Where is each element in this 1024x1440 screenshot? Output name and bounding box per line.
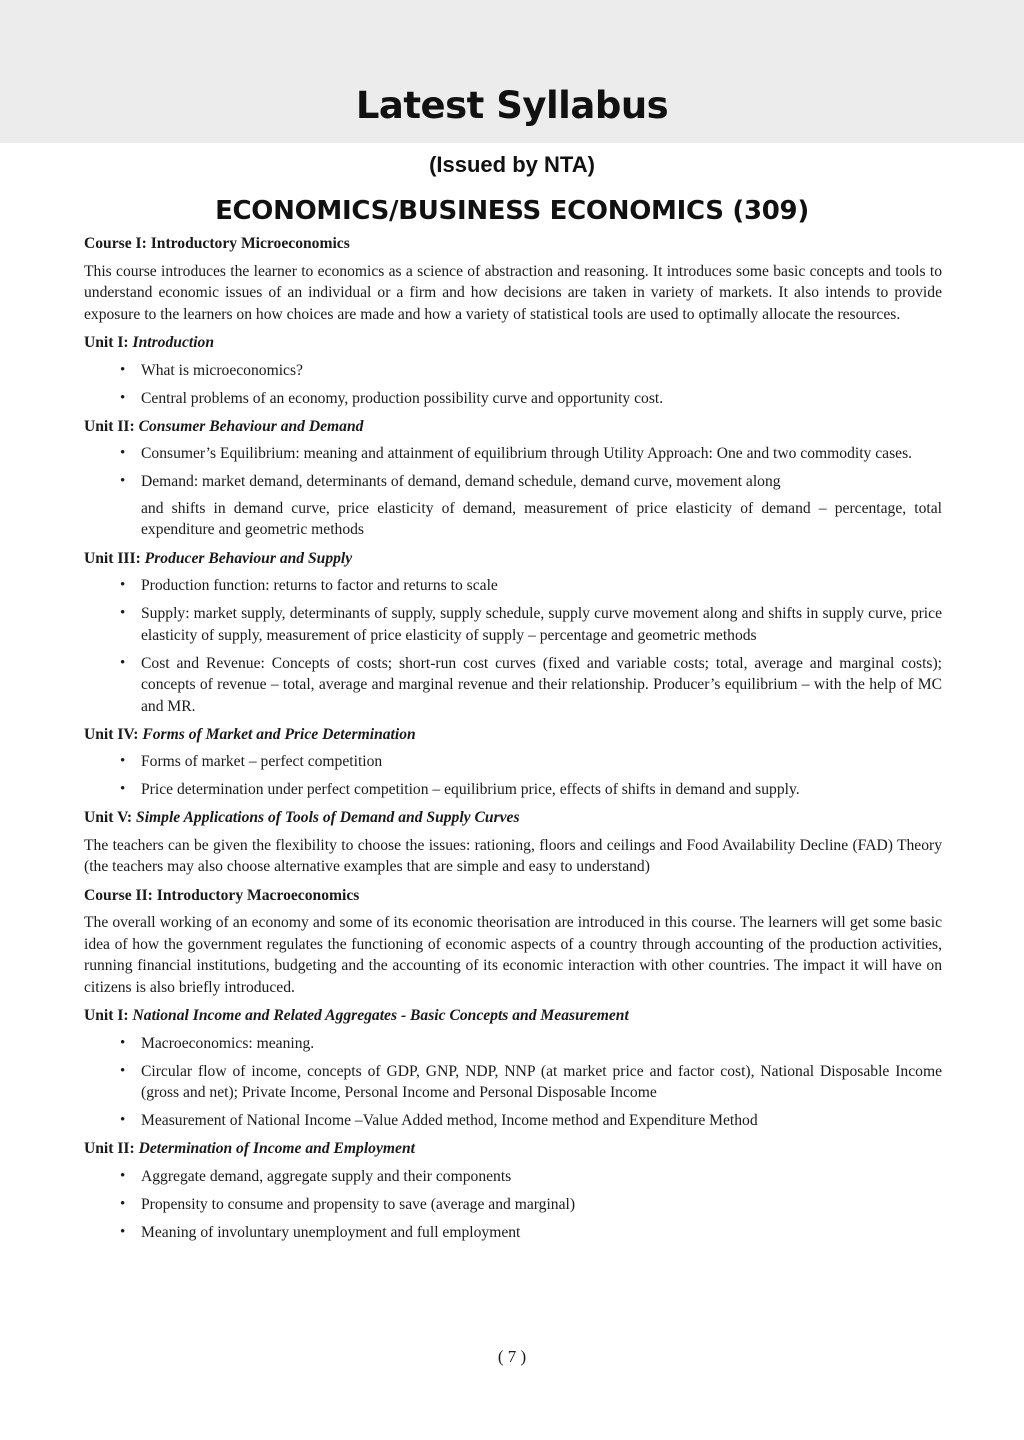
unit-label: Unit III: <box>84 549 141 567</box>
list-item: • Cost and Revenue: Concepts of costs; short-run cost curves (fixed and variable costs; total, average and marginal costs); concepts of revenue – total, average and marginal revenue and their relationship. Producer’s equilibrium – with the help of MC and MR. <box>84 653 942 718</box>
list-item: • Aggregate demand, aggregate supply and their components <box>84 1166 942 1188</box>
unit-label: Unit I: <box>84 1007 129 1024</box>
subject-title: ECONOMICS/BUSINESS ECONOMICS (309) <box>215 196 809 226</box>
list-item: • Production function: returns to factor and returns to scale <box>84 575 942 597</box>
course-intro: This course introduces the learner to economics as a science of abstraction and reasoning. It introduces some basic concepts and tools to understand economic issues of an individual or a firm and how decisions are taken in variety of markets. It also intends to provide exposure to the learners on how choices are made and how a variety of statistical tools are used to optimally allocate the resources. <box>84 262 942 323</box>
course-intro: The overall working of an economy and some of its economic theorisation are introduced in this course. The learners will get some basic idea of how the government regulates the functioning of economic aspects of a country through accounting of the production activities, running financial institutions, budgeting and the accounting of its economic interaction with other countries. The impact it will have on citizens is also briefly introduced. <box>84 914 942 996</box>
unit-label: Unit II: <box>84 417 135 435</box>
unit-title: Determination of Income and Employment <box>138 1140 415 1157</box>
list-item: • Price determination under perfect competition – equilibrium price, effects of shifts in demand and supply. <box>84 779 942 801</box>
unit-title: Producer Behaviour and Supply <box>144 549 353 567</box>
unit-topic-list <box>84 1033 942 1132</box>
list-item: • Forms of market – perfect competition <box>84 751 942 773</box>
unit-label: Unit I: <box>84 334 129 351</box>
unit-label: Unit V: <box>84 809 133 826</box>
list-item: • Supply: market supply, determinants of supply, supply schedule, supply curve movement along and shifts in supply curve, price elasticity of supply, measurement of price elasticity of supply – percentage and geometric methods <box>84 603 942 646</box>
unit-heading <box>84 548 942 570</box>
list-item: • Propensity to consume and propensity to save (average and marginal) <box>84 1194 942 1216</box>
unit-topic-list <box>84 443 942 493</box>
unit-title: Introduction <box>132 334 214 351</box>
list-item: • Macroeconomics: meaning. <box>84 1033 942 1055</box>
unit-heading <box>84 332 942 354</box>
unit-topic-list <box>84 575 942 717</box>
unit-heading <box>84 724 942 746</box>
page-title: Latest Syllabus <box>355 84 669 127</box>
unit-title: Simple Applications of Tools of Demand and Supply Curves <box>136 809 520 826</box>
list-item: • What is microeconomics? <box>84 360 942 382</box>
unit-heading <box>84 807 942 829</box>
list-item: • Consumer’s Equilibrium: meaning and attainment of equilibrium through Utility Approach: One and two commodity cases. <box>84 443 942 465</box>
page-number: ( 7 ) <box>497 1347 527 1366</box>
unit-label: Unit II: <box>84 1140 135 1157</box>
syllabus-content <box>84 233 942 1250</box>
unit-title: Consumer Behaviour and Demand <box>138 417 364 435</box>
list-item-continuation: and shifts in demand curve, price elasticity of demand, measurement of price elasticity of demand – percentage, total expenditure and geometric methods <box>141 499 942 538</box>
course-heading: Course II: Introductory Macroeconomics <box>84 886 360 904</box>
list-item: • Meaning of involuntary unemployment and full employment <box>84 1222 942 1244</box>
course-heading: Course I: Introductory Microeconomics <box>84 235 350 252</box>
unit-topic-list <box>84 1166 942 1244</box>
list-item: • Measurement of National Income –Value Added method, Income method and Expenditure Method <box>84 1110 942 1132</box>
unit-text: The teachers can be given the flexibility to choose the issues: rationing, floors and ceilings and Food Availability Decline (FAD) Theory (the teachers may also choose alternative examples that are simple and easy to understand) <box>84 836 942 875</box>
unit-label: Unit IV: <box>84 725 139 743</box>
unit-heading <box>84 416 942 438</box>
unit-title: National Income and Related Aggregates - Basic Concepts and Measurement <box>132 1007 629 1024</box>
page-subtitle: (Issued by NTA) <box>429 152 595 177</box>
list-item: • Central problems of an economy, production possibility curve and opportunity cost. <box>84 388 942 410</box>
list-item: • Circular flow of income, concepts of GDP, GNP, NDP, NNP (at market price and factor cost), National Disposable Income (gross and net); Private Income, Personal Income and Personal Disposable Income <box>84 1061 942 1104</box>
list-item: • Demand: market demand, determinants of demand, demand schedule, demand curve, movement along <box>84 471 942 493</box>
unit-topic-list <box>84 751 942 801</box>
unit-heading <box>84 1005 942 1027</box>
unit-heading <box>84 1138 942 1160</box>
unit-topic-list <box>84 360 942 410</box>
unit-title: Forms of Market and Price Determination <box>142 725 416 743</box>
